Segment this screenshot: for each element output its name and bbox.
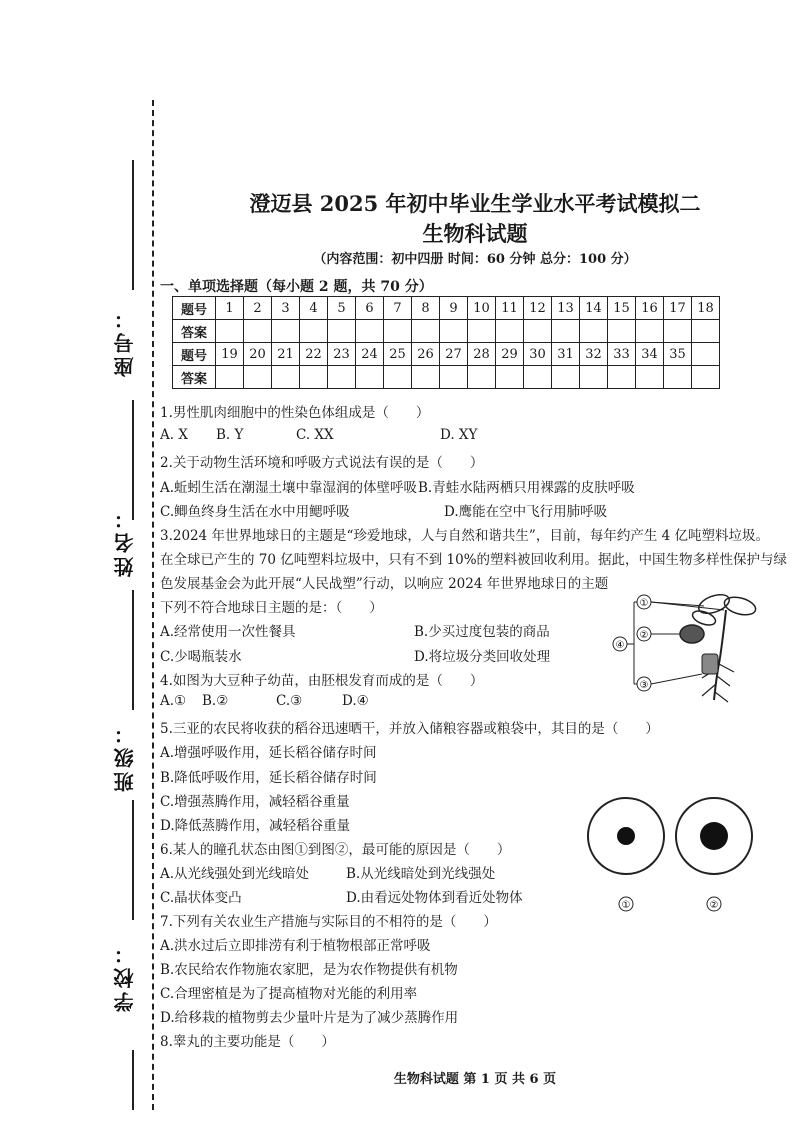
- answer-cell[interactable]: [244, 366, 272, 389]
- answer-cell[interactable]: [580, 320, 608, 343]
- option-b: B.少买过度包装的商品: [414, 624, 550, 640]
- option-a: A.经常使用一次性餐具: [160, 624, 296, 640]
- question-3-prompt: 下列不符合地球日主题的是：（ ）: [160, 600, 383, 616]
- answer-cell[interactable]: [300, 366, 328, 389]
- answer-cell[interactable]: [384, 320, 412, 343]
- question-number: 10: [468, 297, 496, 320]
- option-d: D.④: [342, 693, 369, 709]
- question-3-stem: 在全球已产生的 70 亿吨塑料垃圾中，只有不到 10%的塑料被回收利用。据此，中国生物多样性保护与绿: [160, 552, 788, 568]
- option-a: A.从光线强处到光线暗处: [160, 866, 310, 882]
- answer-cell[interactable]: [524, 366, 552, 389]
- question-number: 31: [552, 343, 580, 366]
- name-label: 姓名：: [113, 505, 137, 577]
- answer-cell[interactable]: [524, 320, 552, 343]
- answer-cell[interactable]: [272, 320, 300, 343]
- option-d: D.鹰能在空中飞行用肺呼吸: [444, 504, 608, 520]
- binding-rule: [132, 160, 134, 290]
- question-number: 18: [692, 297, 720, 320]
- answer-cell[interactable]: [328, 366, 356, 389]
- answer-row: [173, 320, 720, 343]
- option-b: B. Y: [216, 427, 244, 443]
- row-label: 题号: [173, 343, 216, 366]
- answer-cell[interactable]: [664, 366, 692, 389]
- question-number: 15: [608, 297, 636, 320]
- binding-rule: [132, 800, 134, 920]
- answer-grid: [172, 296, 720, 389]
- question-number: 32: [580, 343, 608, 366]
- binding-rule: [132, 1050, 134, 1110]
- option-c: C.增强蒸腾作用，减轻稻谷重量: [160, 794, 350, 810]
- option-d: D.由看远处物体到看近处物体: [346, 890, 523, 906]
- option-a: A.增强呼吸作用，延长稻谷储存时间: [160, 745, 377, 761]
- question-4-stem: 4.如图为大豆种子幼苗，由胚根发育而成的是（ ）: [160, 673, 484, 689]
- option-d: D.将垃圾分类回收处理: [414, 649, 551, 665]
- seedling-label-2: ②: [639, 630, 649, 641]
- question-number: 23: [328, 343, 356, 366]
- option-c: C. XX: [296, 427, 334, 443]
- option-d: D. XY: [440, 427, 478, 443]
- question-number: 24: [356, 343, 384, 366]
- answer-cell[interactable]: [356, 366, 384, 389]
- question-number: 22: [300, 343, 328, 366]
- exam-subject-title: 生物科试题: [422, 221, 528, 246]
- option-c: C.鲫鱼终身生活在水中用鳃呼吸: [160, 504, 350, 520]
- question-3-stem: 3.2024 年世界地球日的主题是“珍爱地球，人与自然和谐共生”，目前，每年约产生 4 亿吨塑料垃圾。: [160, 528, 770, 544]
- seedling-label-1: ①: [639, 598, 649, 609]
- option-a: A.洪水过后立即排涝有利于植物根部正常呼吸: [160, 938, 431, 954]
- answer-cell[interactable]: [412, 366, 440, 389]
- question-2-stem: 2.关于动物生活环境和呼吸方式说法有误的是（ ）: [160, 455, 484, 471]
- option-d: D.给移栽的植物剪去少量叶片是为了减少蒸腾作用: [160, 1010, 459, 1026]
- binding-rule: [132, 400, 134, 520]
- seedling-label-3: ③: [639, 680, 649, 691]
- pupil-label-2: ②: [709, 900, 719, 911]
- question-number: 20: [244, 343, 272, 366]
- answer-cell[interactable]: [636, 366, 664, 389]
- answer-cell[interactable]: [636, 320, 664, 343]
- answer-cell[interactable]: [468, 366, 496, 389]
- answer-cell[interactable]: [664, 320, 692, 343]
- binding-dashed-line: [152, 100, 154, 1110]
- school-label: 学校：: [113, 940, 137, 1012]
- question-number: 27: [440, 343, 468, 366]
- question-number: 17: [664, 297, 692, 320]
- answer-cell[interactable]: [608, 366, 636, 389]
- question-number: 29: [496, 343, 524, 366]
- answer-cell[interactable]: [496, 320, 524, 343]
- question-number: 26: [412, 343, 440, 366]
- option-b: B.②: [202, 693, 229, 709]
- question-number: [692, 343, 720, 366]
- question-number: 21: [272, 343, 300, 366]
- option-d: D.降低蒸腾作用，减轻稻谷重量: [160, 818, 351, 834]
- question-number: 5: [328, 297, 356, 320]
- answer-cell[interactable]: [692, 366, 720, 389]
- binding-rule: [132, 590, 134, 710]
- section-heading: 一、单项选择题（每小题 2 题，共 70 分）: [160, 279, 433, 295]
- option-b: B.青蛙水陆两栖只用裸露的皮肤呼吸: [418, 480, 635, 496]
- question-7-stem: 7.下列有关农业生产措施与实际目的不相符的是（ ）: [160, 914, 497, 930]
- option-c: C.③: [276, 693, 303, 709]
- answer-cell[interactable]: [580, 366, 608, 389]
- exam-scope: （内容范围：初中四册 时间：60 分钟 总分：100 分）: [313, 252, 637, 267]
- option-b: B.从光线暗处到光线强处: [346, 866, 496, 882]
- question-number: 6: [356, 297, 384, 320]
- answer-cell[interactable]: [692, 320, 720, 343]
- answer-cell[interactable]: [496, 366, 524, 389]
- question-number: 25: [384, 343, 412, 366]
- question-number: 2: [244, 297, 272, 320]
- question-number: 33: [608, 343, 636, 366]
- class-label: 班级：: [113, 720, 137, 792]
- row-label: 答案: [173, 320, 216, 343]
- question-number: 30: [524, 343, 552, 366]
- answer-cell[interactable]: [608, 320, 636, 343]
- question-number: 13: [552, 297, 580, 320]
- question-number: 9: [440, 297, 468, 320]
- question-number: 34: [636, 343, 664, 366]
- exam-title: 澄迈县 2025 年初中毕业生学业水平考试模拟二: [249, 191, 701, 216]
- answer-cell[interactable]: [552, 320, 580, 343]
- question-number-row: [173, 297, 720, 320]
- soybean-seedling-diagram: [596, 588, 776, 708]
- answer-cell[interactable]: [216, 366, 244, 389]
- option-a: A.①: [160, 693, 187, 709]
- question-number: 35: [664, 343, 692, 366]
- answer-cell[interactable]: [412, 320, 440, 343]
- option-c: C.晶状体变凸: [160, 890, 242, 906]
- option-b: B.降低呼吸作用，延长稻谷储存时间: [160, 770, 377, 786]
- question-number: 16: [636, 297, 664, 320]
- answer-cell[interactable]: [384, 366, 412, 389]
- question-number: 12: [524, 297, 552, 320]
- pupil-diagram: [582, 788, 768, 918]
- answer-cell[interactable]: [216, 320, 244, 343]
- question-number: 1: [216, 297, 244, 320]
- question-1-stem: 1.男性肌肉细胞中的性染色体组成是（ ）: [160, 405, 430, 421]
- question-5-stem: 5.三亚的农民将收获的稻谷迅速晒干，并放入储粮容器或粮袋中，其目的是（ ）: [160, 721, 659, 737]
- option-c: C.合理密植是为了提高植物对光能的利用率: [160, 986, 418, 1002]
- question-number: 4: [300, 297, 328, 320]
- question-8-stem: 8.睾丸的主要功能是（ ）: [160, 1034, 335, 1050]
- question-6-stem: 6.某人的瞳孔状态由图①到图②，最可能的原因是（ ）: [160, 842, 511, 858]
- question-number: 11: [496, 297, 524, 320]
- option-a: A.蚯蚓生活在潮湿土壤中靠湿润的体壁呼吸: [160, 480, 418, 496]
- question-3-stem: 色发展基金会为此开展“人民战塑”行动，以响应 2024 年世界地球日的主题: [160, 576, 609, 592]
- question-number: 19: [216, 343, 244, 366]
- question-number: 8: [412, 297, 440, 320]
- answer-cell[interactable]: [300, 320, 328, 343]
- answer-cell[interactable]: [552, 366, 580, 389]
- seat-number-label: 座号：: [113, 305, 137, 377]
- question-number-row: [173, 343, 720, 366]
- option-c: C.少喝瓶装水: [160, 649, 242, 665]
- answer-row: [173, 366, 720, 389]
- answer-cell[interactable]: [244, 320, 272, 343]
- answer-cell[interactable]: [356, 320, 384, 343]
- answer-cell[interactable]: [468, 320, 496, 343]
- question-number: 7: [384, 297, 412, 320]
- question-number: 14: [580, 297, 608, 320]
- answer-cell[interactable]: [272, 366, 300, 389]
- question-number: 28: [468, 343, 496, 366]
- row-label: 答案: [173, 366, 216, 389]
- option-b: B.农民给农作物施农家肥，是为农作物提供有机物: [160, 962, 458, 978]
- question-number: 3: [272, 297, 300, 320]
- page-footer: 生物科试题 第 1 页 共 6 页: [393, 1072, 557, 1087]
- answer-cell[interactable]: [440, 320, 468, 343]
- answer-cell[interactable]: [440, 366, 468, 389]
- seedling-label-4: ④: [615, 640, 625, 651]
- pupil-label-1: ①: [621, 900, 631, 911]
- option-a: A. X: [160, 427, 188, 443]
- answer-cell[interactable]: [328, 320, 356, 343]
- row-label: 题号: [173, 297, 216, 320]
